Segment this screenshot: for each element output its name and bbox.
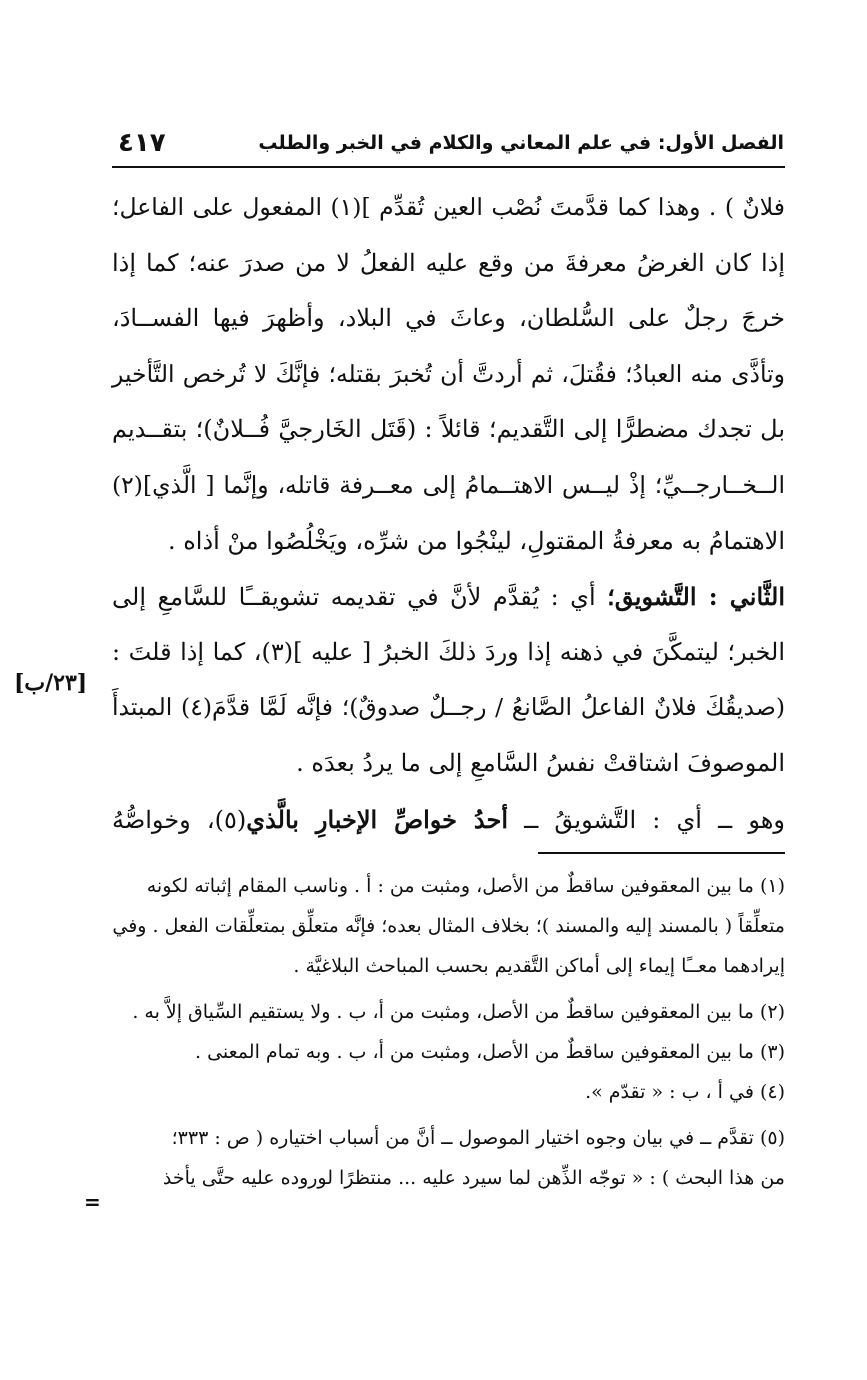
text-line: وتأذَّى منه العبادُ؛ فقُتلَ، ثم أردتَّ أن تُخبرَ بقتله؛ فإنَّكَ لا تُرخص التَّأخير: [112, 359, 785, 388]
section-last-line-pre: وهو ــ أي : التَّشويقُ ــ: [508, 805, 786, 834]
footnote-line: (٤) في أ ، ب : « تقدّم ».: [585, 1081, 785, 1103]
footnotes: [112, 866, 785, 1198]
section-first-line: [112, 569, 785, 625]
section-heading: الثَّاني : التَّشويق؛: [607, 582, 785, 612]
running-header: [118, 128, 784, 164]
footnote-line: متعلِّقاً ( بالمسند إليه والمسند )؛ بخلاف المثال بعده؛ فإنَّه متعلِّق بمتعلِّقات الفعل . وفي: [112, 915, 785, 937]
text-line: بل تجدك مضطرًّا إلى التَّقديم؛ قائلاً : (قَتَل الخَارجيَّ فُــلانٌ)؛ بتقــديم: [112, 415, 785, 444]
text-line: خرجَ رجلٌ على السُّلطان، وعاثَ في البلاد، وأظهرَ فيها الفســادَ،: [112, 304, 786, 333]
text-line: الــخــارجــيِّ؛ إذْ ليــس الاهتــمامُ إلى معــرفة قاتله، وإنَّما [ الَّذي](٢): [112, 470, 785, 499]
text-line: الخبر؛ ليتمكَّنَ في ذهنه إذا وردَ ذلكَ الخبرُ [ عليه ](٣)، كما إذا قلتَ :: [112, 637, 785, 666]
text-line: (صديقُكَ فلانٌ الفاعلُ الصَّانعُ / رجــلٌ صدوقٌ)؛ فإنَّه لَمَّا قدَّمَ(٤) المبتدأَ: [112, 693, 785, 722]
section-last-line: [112, 792, 785, 848]
section-last-line-post: (٥)، وخواصُّهُ: [112, 805, 247, 834]
manuscript-folio-ref: [٢٣/ب]: [14, 670, 88, 696]
section-first-line-text: أي : يُقدَّم لأنَّ في تقديمه تشويقــًا للسَّامعِ إلى: [112, 583, 608, 612]
footnote-line: (٢) ما بين المعقوفين ساقطٌ من الأصل، ومثبت من أ، ب . ولا يستقيم السِّياق إلاَّ به .: [132, 1001, 785, 1023]
footnote-line: إيرادهما معــًا إيماء إلى أماكن التَّقديم بحسب المباحث البلاغيَّة .: [293, 955, 785, 977]
text-line: الموصوفَ اشتاقتْ نفسُ السَّامعِ إلى ما يردُ بعدَه .: [296, 748, 785, 777]
text-line: فلانٌ ) . وهذا كما قدَّمتَ نُصْب العين تُقدِّم ](١) المفعول على الفاعل؛: [112, 193, 785, 221]
continuation-mark: =: [84, 1190, 101, 1214]
text-line: إذا كان الغرضُ معرفةَ من وقع عليه الفعلُ لا من صدرَ عنه؛ كما إذا: [112, 248, 785, 277]
text-line: الاهتمامُ به معرفةُ المقتولِ، لينْجُوا من شرِّه، ويَخْلُصُوا منْ أذاه .: [167, 526, 785, 555]
footnote-line: (٥) تقدَّم ــ في بيان وجوه اختيار الموصول ــ أنَّ من أسباب اختياره ( ص : ٣٣٣؛: [171, 1127, 785, 1149]
chapter-title: الفصل الأول: في علم المعاني والكلام في الخبر والطلب: [258, 132, 784, 154]
section-last-line-bold: أحدُ خواصِّ الإخبارِ بالَّذي: [246, 804, 508, 834]
footnote-line: (١) ما بين المعقوفين ساقطٌ من الأصل، ومثبت من : أ . وناسب المقام إثباته لكونه: [146, 875, 785, 897]
footnote-rule: [538, 852, 785, 854]
footnote-line: (٣) ما بين المعقوفين ساقطٌ من الأصل، ومثبت من أ، ب . وبه تمام المعنى .: [194, 1041, 785, 1063]
footnote-line: من هذا البحث ) : « توجّه الذِّهن لما سيرد عليه ... منتظرًا لوروده عليه حتَّى يأخذ: [162, 1167, 785, 1189]
page-number: ٤١٧: [118, 128, 166, 158]
main-text: [112, 180, 785, 847]
header-rule: [112, 166, 785, 168]
